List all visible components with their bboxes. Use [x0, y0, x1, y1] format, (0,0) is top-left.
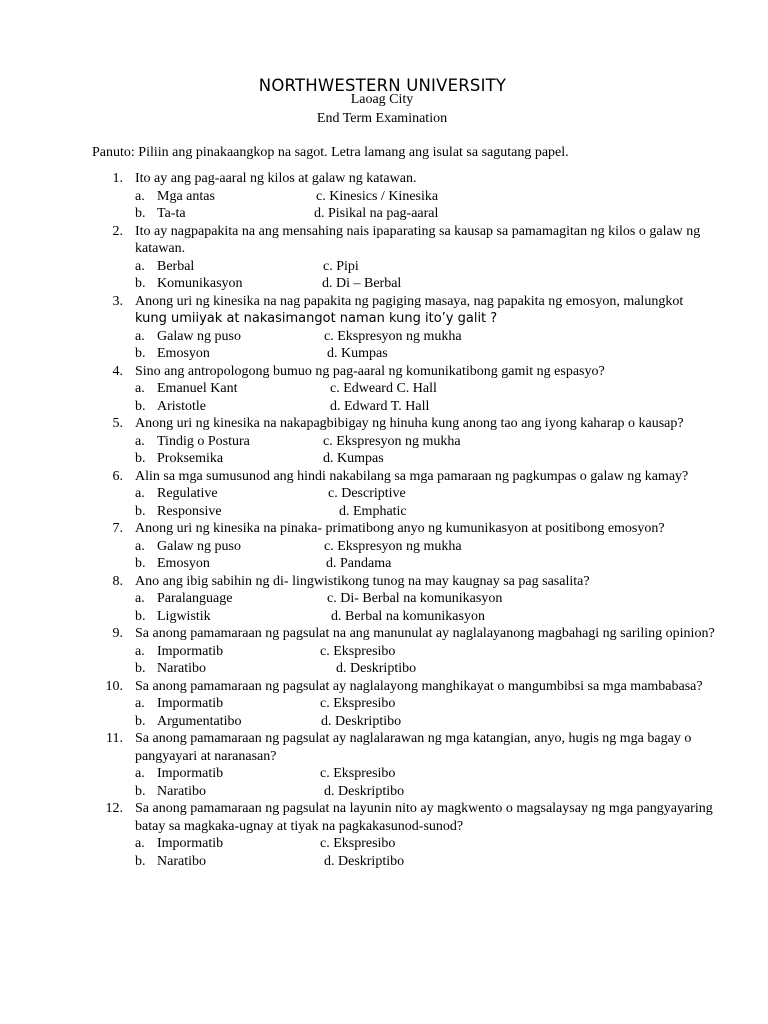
options: [96, 380, 716, 415]
option-b: b. Komunikasyon: [135, 276, 243, 291]
option-c: c. Pipi: [323, 258, 359, 274]
question-number: 3.: [112, 293, 123, 309]
option-b: b. Responsive: [135, 503, 222, 519]
question-text-continued: kung umiiyak at nakasimangot naman kung ito’y galit ?: [135, 311, 498, 326]
question-text: Anong uri ng kinesika na nag papakita ng pagiging masaya, nag papakita ng emosyon, malungkot: [135, 293, 684, 309]
options: [96, 643, 716, 678]
options: [96, 433, 716, 468]
option-a: a. Impormatib: [135, 643, 224, 659]
options: [96, 258, 716, 293]
option-d: d. Kumpas: [323, 451, 384, 466]
question-text: Sa anong pamamaraan ng pagsulat na layunin nito ay magkwento o magsalaysay ng mga pangyayaring batay sa magkaka-ugnay at tiyak na pagkakasunod-sunod?: [135, 801, 713, 834]
option-a: a. Impormatib: [135, 766, 224, 781]
question-text: Sa anong pamamaraan ng pagsulat ay naglalayong manghikayat o mangumbibsi sa mga mambabasa?: [135, 678, 703, 694]
option-b: b. Ligwistik: [135, 608, 211, 624]
option-b: b. Naratibo: [135, 661, 206, 676]
options: [96, 835, 716, 870]
question-11: [96, 730, 716, 800]
question-number: 6.: [112, 468, 123, 484]
question-8: [96, 573, 716, 626]
question-number: 8.: [112, 573, 123, 589]
question-number: 4.: [112, 363, 123, 379]
options: [96, 188, 716, 223]
option-d: d. Pisikal na pag-aaral: [314, 206, 439, 221]
question-6: [96, 468, 716, 521]
options: [96, 695, 716, 730]
option-a: a. Paralanguage: [135, 591, 233, 606]
question-5: [96, 415, 716, 468]
question-text: Anong uri ng kinesika na pinaka- primatibong anyo ng kumunikasyon at positibong emosyon?: [135, 521, 665, 536]
option-b: b. Naratibo: [135, 783, 206, 799]
question-7: [96, 520, 716, 573]
instructions: Panuto: Piliin ang pinakaangkop na sagot. Letra lamang ang isulat sa sagutang papel.: [92, 145, 569, 160]
option-a: a. Tindig o Postura: [135, 433, 250, 449]
question-4: [96, 363, 716, 416]
options: [96, 765, 716, 800]
option-d: d. Di – Berbal: [322, 276, 402, 291]
option-b: b. Aristotle: [135, 398, 206, 414]
option-b: b. Naratibo: [135, 853, 206, 869]
option-c: c. Edweard C. Hall: [330, 381, 437, 396]
option-a: a. Impormatib: [135, 696, 224, 711]
option-d: d. Deskriptibo: [321, 713, 402, 729]
option-b: b. Proksemika: [135, 451, 224, 466]
option-c: c. Ekspresyon ng mukha: [323, 433, 461, 449]
question-text: Ito ay nagpapakita na ang mensahing nais ipaparating sa kausap sa pamamagitan ng kilos o galaw ng katawan.: [135, 223, 701, 256]
question-number: 9.: [112, 626, 123, 641]
option-c: c. Ekspresibo: [320, 696, 396, 711]
question-text: Sa anong pamamaraan ng pagsulat na ang manunulat ay naglalayanong magbahagi ng sariling opinion?: [135, 626, 715, 641]
option-a: a. Mga antas: [135, 188, 215, 204]
option-c: c. Ekspresyon ng mukha: [324, 538, 462, 554]
option-a: a. Galaw ng puso: [135, 328, 241, 344]
campus-city: Laoag City: [350, 92, 414, 107]
question-1: [96, 170, 716, 223]
question-number: 1.: [112, 171, 123, 186]
option-d: d. Edward T. Hall: [330, 398, 430, 414]
question-text: Alin sa mga sumusunod ang hindi nakabilang sa mga pamaraan ng pagkumpas o galaw ng kamay?: [135, 468, 689, 484]
question-9: [96, 625, 716, 678]
option-c: c. Descriptive: [328, 486, 406, 501]
question-number: 12.: [105, 801, 123, 816]
option-b: b. Emosyon: [135, 346, 210, 361]
option-d: d. Deskriptibo: [336, 661, 417, 676]
option-c: c. Ekspresibo: [320, 836, 396, 851]
question-text: Sa anong pamamaraan ng pagsulat ay naglalarawan ng mga katangian, anyo, hugis ng mga bagay o pangyayari at naranasan?: [135, 731, 692, 764]
option-c: c. Di- Berbal na komunikasyon: [327, 591, 503, 606]
option-c: c. Ekspresibo: [320, 643, 396, 659]
question-text: Ano ang ibig sabihin ng di- lingwistikong tunog na may kaugnay sa pag sasalita?: [135, 573, 590, 589]
question-text: Ito ay ang pag-aaral ng kilos at galaw ng katawan.: [135, 171, 417, 186]
question-text: Sino ang antropologong bumuo ng pag-aaral ng komunikatibong gamit ng espasyo?: [135, 363, 605, 379]
options: [96, 590, 716, 625]
option-d: d. Berbal na komunikasyon: [331, 608, 485, 624]
question-2: [96, 223, 716, 293]
option-d: d. Kumpas: [327, 346, 388, 361]
university-name: NORTHWESTERN UNIVERSITY: [258, 76, 507, 95]
option-a: a. Berbal: [135, 258, 195, 274]
option-a: a. Galaw ng puso: [135, 538, 241, 554]
option-a: a. Impormatib: [135, 836, 224, 851]
option-b: b. Ta-ta: [135, 206, 186, 221]
document-header: [0, 76, 768, 128]
question-12: [96, 800, 716, 870]
option-d: d. Deskriptibo: [324, 853, 405, 869]
question-list: [96, 170, 716, 870]
options: [96, 485, 716, 520]
question-10: [96, 678, 716, 731]
option-c: c. Ekspresyon ng mukha: [324, 328, 462, 344]
option-d: d. Deskriptibo: [324, 783, 405, 799]
option-c: c. Ekspresibo: [320, 766, 396, 781]
option-a: a. Regulative: [135, 486, 218, 501]
question-3: [96, 293, 716, 363]
question-number: 2.: [112, 223, 123, 239]
option-a: a. Emanuel Kant: [135, 381, 238, 396]
question-number: 11.: [106, 731, 123, 746]
question-number: 5.: [112, 416, 123, 431]
option-d: d. Pandama: [326, 556, 392, 571]
exam-title: End Term Examination: [316, 111, 448, 126]
option-b: b. Emosyon: [135, 556, 210, 571]
question-text: Anong uri ng kinesika na nakapagbibigay ng hinuha kung anong tao ang iyong kaharap o kausap?: [135, 416, 684, 431]
question-number: 7.: [112, 521, 123, 536]
option-b: b. Argumentatibo: [135, 713, 242, 729]
question-number: 10.: [105, 678, 123, 694]
option-d: d. Emphatic: [339, 503, 407, 519]
option-c: c. Kinesics / Kinesika: [316, 188, 439, 204]
options: [96, 538, 716, 573]
options: [96, 328, 716, 363]
